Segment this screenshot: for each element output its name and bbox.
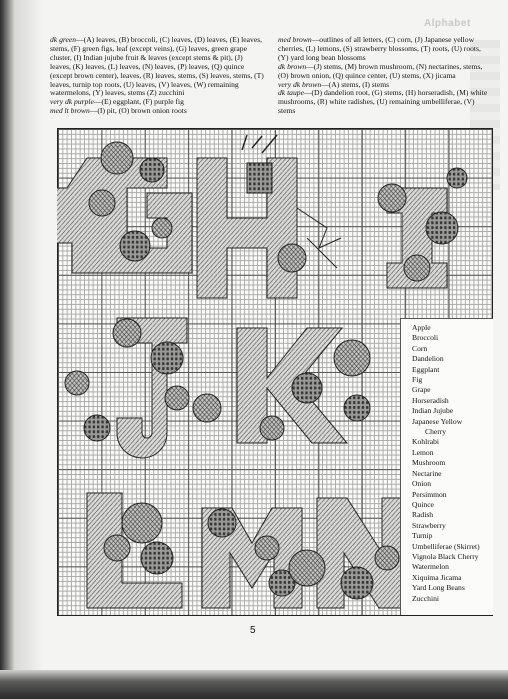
- book-binding-shadow: [0, 0, 14, 699]
- legend-item: Horseradish: [412, 395, 449, 405]
- motif-letter-l: [87, 493, 182, 608]
- page-curve-shade: [14, 0, 44, 699]
- motif-letter-g: [57, 142, 192, 273]
- legend-item: Turnip: [412, 531, 433, 541]
- legend-item: Lemon: [412, 447, 434, 457]
- key-entry: very dk purple—(E) eggplant, (F) purple fig: [50, 97, 184, 107]
- motif-legend: [400, 318, 493, 615]
- legend-item: Vignola Black Cherry: [412, 551, 479, 561]
- legend-item: Mushroom: [412, 458, 446, 468]
- key-entry: med brown—outlines of all letters, (C) corn, (J) Japanese yellow cherries, (L) lemons, (S) strawberry blossoms, (T) roots, (U) roots, (Y) yard long bean blossoms: [278, 35, 481, 62]
- legend-item: Watermelon: [412, 562, 449, 572]
- legend-item: Corn: [412, 343, 428, 353]
- scan-edge-shadow: [0, 670, 508, 699]
- page-number: 5: [250, 625, 256, 636]
- legend-item: Dandelion: [412, 354, 444, 364]
- legend-item: Grape: [412, 385, 431, 395]
- color-key-left: [50, 36, 265, 116]
- key-entry: dk green—(A) leaves, (B) broccoli, (C) leaves, (D) leaves, (E) leaves, stems, (F) green figs, leaf (except veins), (G) leaves, green grape cluster, (I) Indian jujube fruit & leaves (except stems & pit), (J) leaves, (K) leaves, (L) leaves, (N) leaves, (P) leaves, (Q) quince (except brown center), leaves, (R) leaves, stems, (S) leaves, stems, (T) leaves, turnip top roots, (U) leaves, (V) leaves, (W) remaining watermelons, (Y) leaves, stems (Z) zucchini: [50, 35, 264, 98]
- legend-item: Radish: [412, 510, 434, 520]
- show-through-heading: Alphabet: [424, 18, 471, 29]
- key-entry: med lt brown—(I) pit, (O) brown onion roots: [50, 106, 187, 116]
- legend-item: Fig: [412, 375, 423, 385]
- legend-list: [401, 319, 493, 604]
- legend-item: Umbelliferae (Skirret): [412, 541, 480, 551]
- motif-letter-k: [193, 328, 370, 443]
- legend-item: Cherry: [425, 427, 447, 437]
- legend-item: Kohlrabi: [412, 437, 439, 447]
- motif-letter-i: [378, 168, 467, 288]
- legend-item: Nectarine: [412, 468, 442, 478]
- legend-item: Eggplant: [412, 364, 440, 374]
- motif-letter-h: [197, 135, 341, 298]
- legend-item: Persimmon: [412, 489, 447, 499]
- legend-item: Strawberry: [412, 520, 446, 530]
- legend-item: Quince: [412, 499, 434, 509]
- color-key-right: [278, 36, 493, 116]
- key-entry: dk brown—(J) stems, (M) brown mushroom, (N) nectarines, stems, (O) brown onion, (Q) quince center, (U) stems, (X) jicama: [278, 61, 483, 80]
- legend-item: Apple: [412, 323, 431, 332]
- legend-item: Japanese Yellow: [412, 416, 463, 426]
- motif-letter-m: [202, 508, 302, 608]
- legend-item: Zucchini: [412, 593, 439, 603]
- legend-item: Xiquima Jicama: [412, 572, 462, 582]
- legend-item: Yard Long Beans: [412, 583, 465, 593]
- legend-item: Indian Jujube: [412, 406, 454, 416]
- legend-item: Onion: [412, 479, 431, 489]
- key-entry: dk taupe—(D) dandelion root, (G) stems, (H) horseradish, (M) white mushrooms, (R) white radishes, (U) remaining umbelliferae, (V) stems: [278, 88, 488, 116]
- legend-item: Broccoli: [412, 333, 439, 343]
- motif-letter-n: [289, 498, 407, 608]
- motif-letter-j: [65, 318, 189, 458]
- key-entry: very dk brown—(A) stems, (I) stems: [278, 79, 390, 89]
